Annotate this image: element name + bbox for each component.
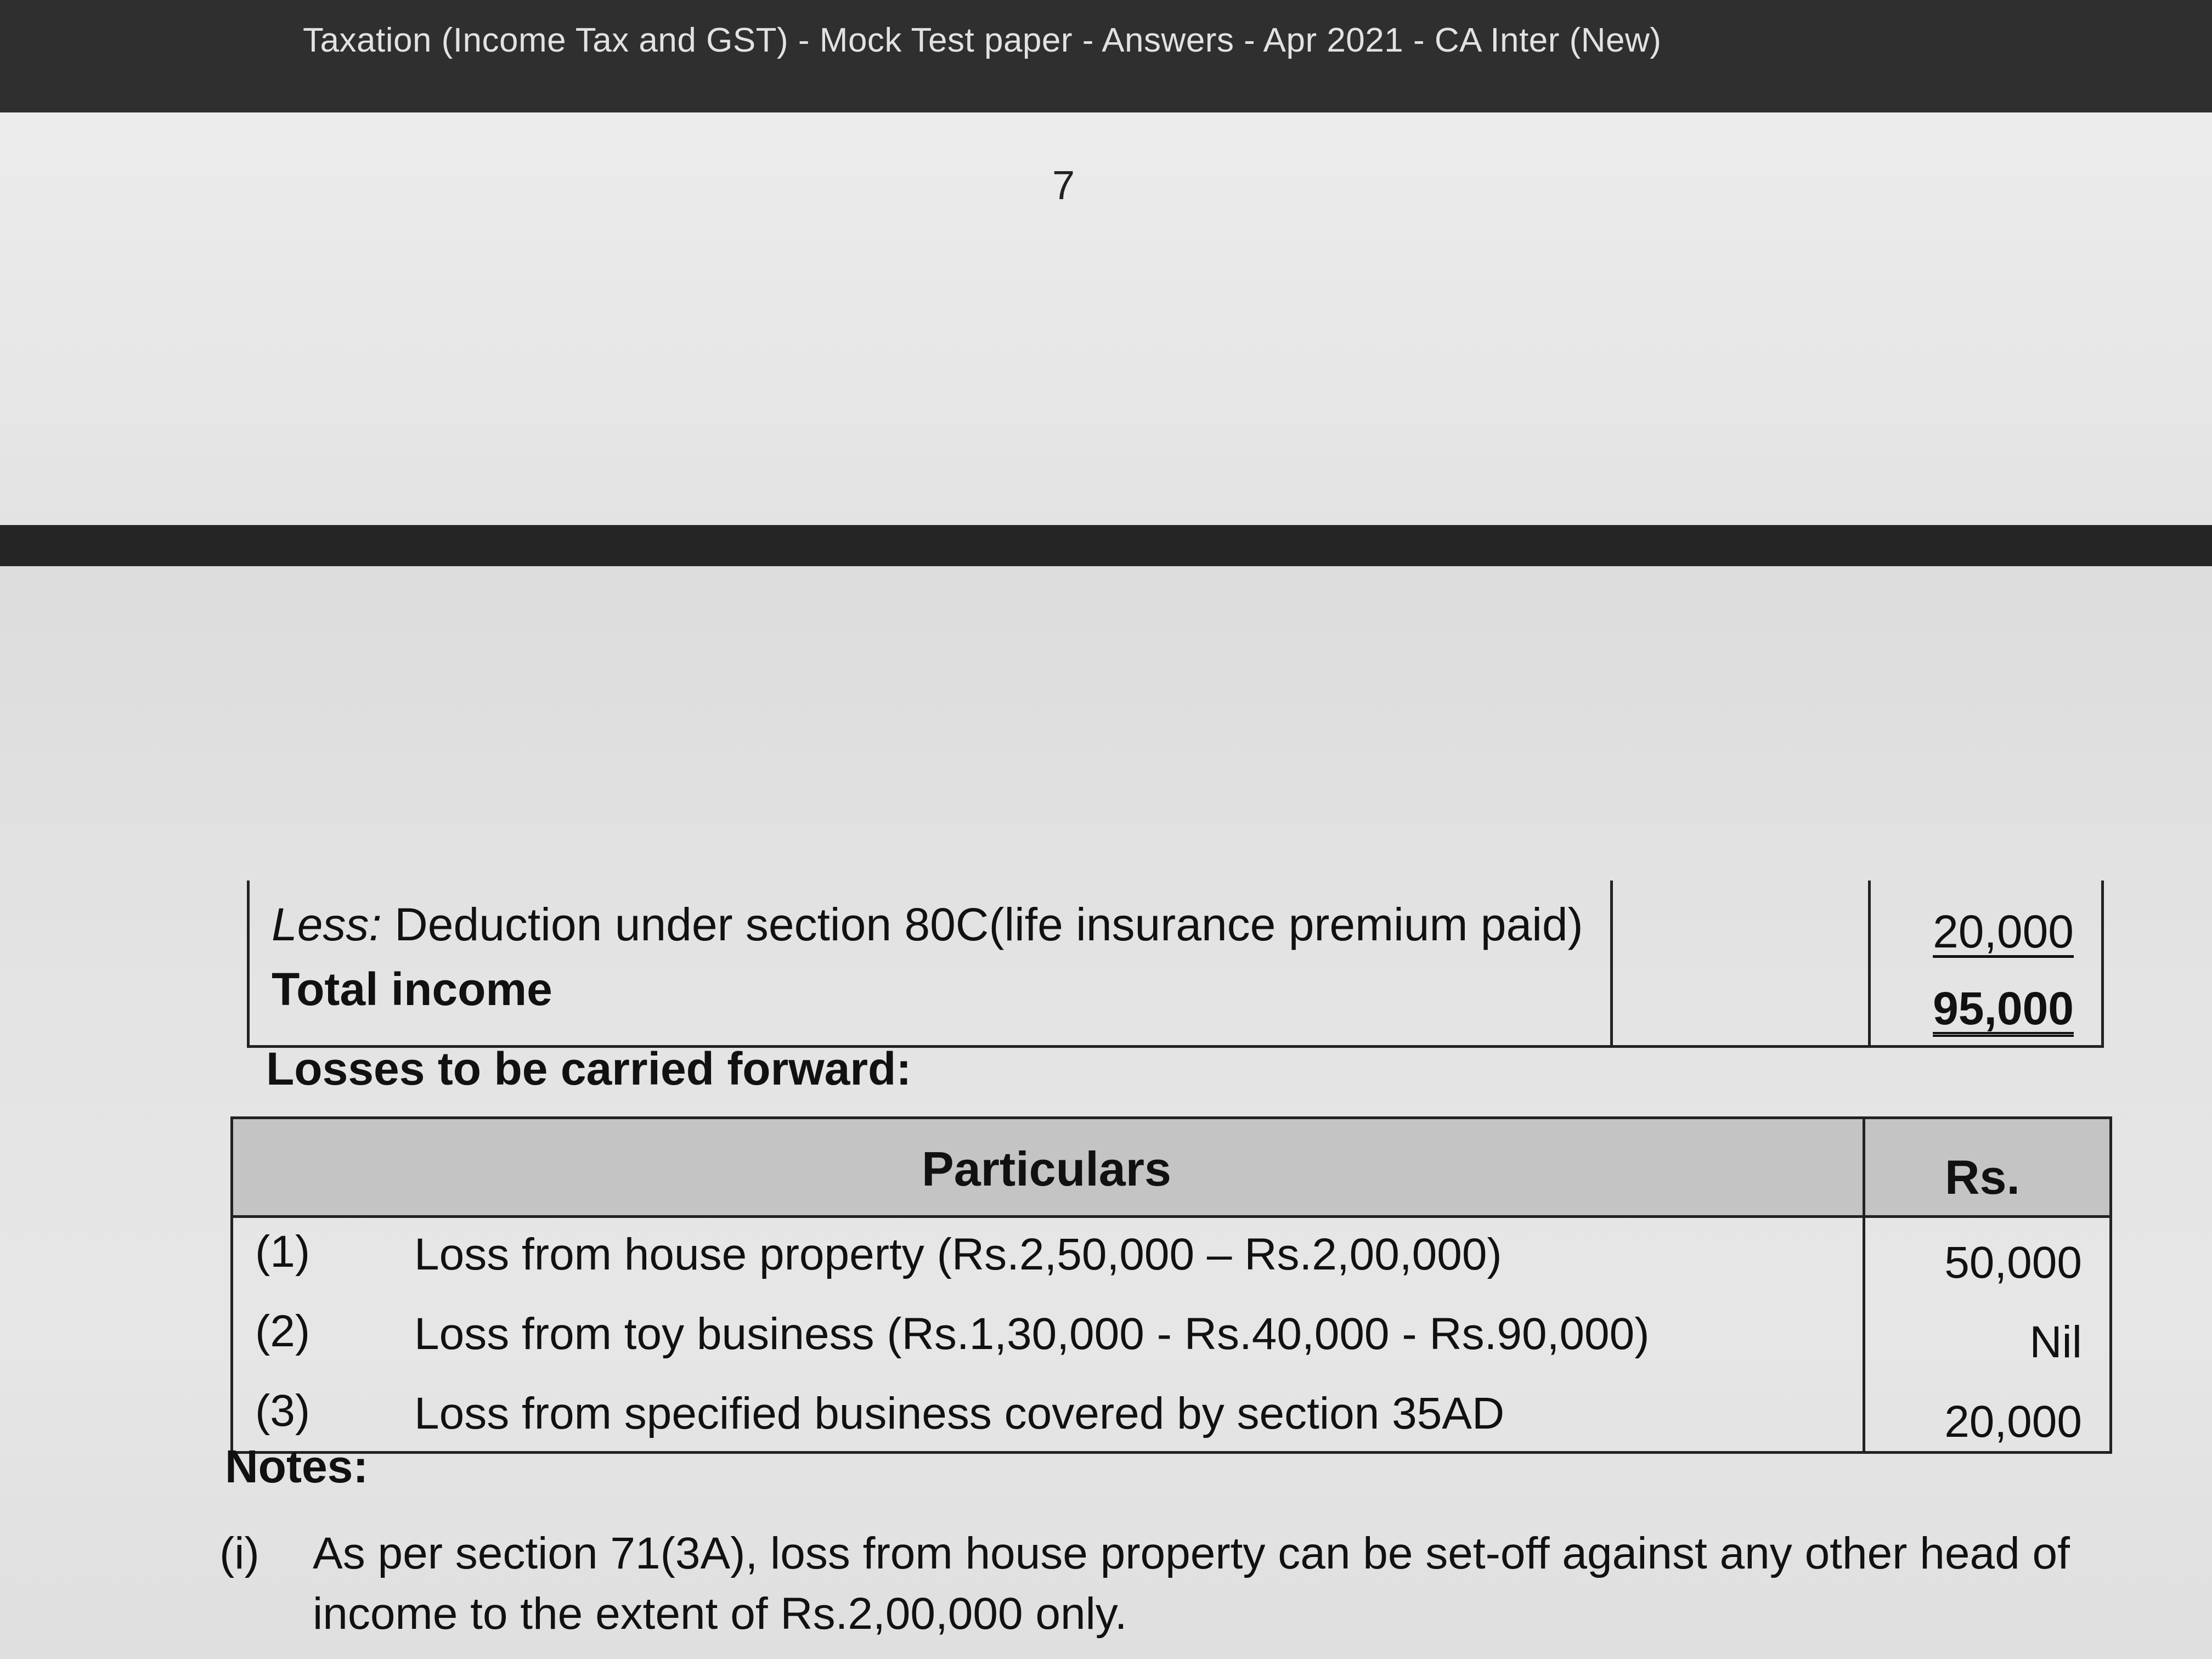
losses-heading: Losses to be carried forward: [266, 1043, 912, 1094]
income-table [247, 881, 2104, 1048]
deduction-label: Deduction under section 80C(life insurance premium paid) [381, 899, 1583, 950]
note-text-line: income to the extent of Rs.2,00,000 only. [313, 1589, 1127, 1639]
less-prefix: Less: [272, 899, 382, 950]
page-number: 7 [1052, 162, 1075, 208]
page-divider [0, 525, 2212, 566]
total-income-value: 95,000 [1933, 983, 2074, 1034]
row-number: (1) [255, 1227, 311, 1277]
document-title-bar [0, 0, 2212, 112]
row-amount: 20,000 [1944, 1397, 2082, 1447]
row-number: (2) [255, 1306, 311, 1356]
row-amount: Nil [2029, 1317, 2082, 1367]
column-header-amount: Rs. [1945, 1150, 2020, 1204]
row-particulars: Loss from house property (Rs.2,50,000 – Rs.2,00,000) [414, 1229, 1502, 1279]
page-8 [0, 566, 2212, 1659]
document-title: Taxation (Income Tax and GST) - Mock Test paper - Answers - Apr 2021 - CA Inter (New) [303, 21, 1662, 59]
note-number: (i) [219, 1528, 259, 1578]
income-table-column-divider [1868, 881, 1871, 1045]
row-particulars: Loss from specified business covered by section 35AD [414, 1389, 1505, 1438]
row-particulars: Loss from toy business (Rs.1,30,000 - Rs.40,000 - Rs.90,000) [414, 1309, 1650, 1359]
column-header-particulars: Particulars [922, 1142, 1171, 1196]
row-amount: 50,000 [1944, 1238, 2082, 1288]
deduction-row-label [272, 898, 1583, 951]
losses-table-header [233, 1119, 2109, 1218]
losses-table-column-divider [1863, 1119, 1865, 1451]
losses-table [230, 1116, 2112, 1454]
total-income-label: Total income [272, 963, 552, 1015]
notes-heading: Notes: [225, 1441, 369, 1492]
row-number: (3) [255, 1386, 311, 1436]
deduction-value: 20,000 [1933, 906, 2074, 957]
income-table-column-divider [1610, 881, 1613, 1045]
note-text-line: As per section 71(3A), loss from house property can be set-off against any other head of [313, 1528, 2070, 1578]
page-7 [0, 112, 2212, 525]
